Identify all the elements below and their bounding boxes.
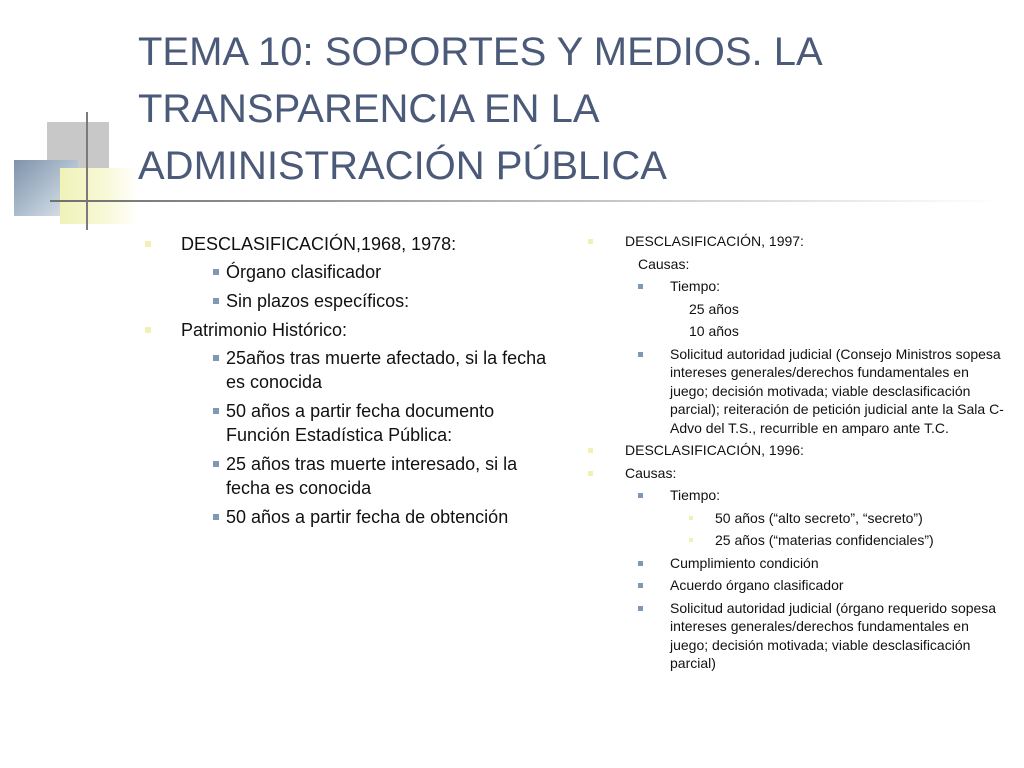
sub-list-item: Tiempo:	[585, 277, 1005, 296]
right-column	[585, 232, 1005, 677]
list-item	[140, 232, 560, 313]
title-line-3: ADMINISTRACIÓN PÚBLICA	[138, 144, 667, 188]
time-value: 25 años	[689, 300, 739, 317]
left-column	[140, 232, 560, 534]
slide-title	[138, 24, 998, 195]
sub-list-item: 50 años a partir fecha documento Función Estadística Pública:	[181, 399, 560, 447]
list-item: Causas:	[585, 464, 1005, 483]
title-line-2: TRANSPARENCIA EN LA	[138, 87, 600, 131]
list-item-label: Patrimonio Histórico:	[181, 320, 348, 340]
list-item: DESCLASIFICACIÓN, 1996:	[585, 441, 1005, 460]
title-underline	[50, 200, 1000, 202]
decorative-yellow-square	[60, 168, 138, 224]
sub-list-item: Cumplimiento condición	[585, 554, 1005, 573]
sub-list-item: Tiempo:	[585, 486, 1005, 505]
list-item	[140, 318, 560, 529]
decorative-vertical-line	[86, 112, 88, 230]
sub-list-item: Solicitud autoridad judicial (Consejo Ministros sopesa intereses generales/derechos fundamentales en juego; decisión motivada; viable desclasificación parcial); reiteración de petición judicial ante la Sala C-Advo del T.S., recurrible en amparo ante T.C.	[585, 345, 1005, 438]
time-value: 25 años (“materias confidenciales”)	[585, 531, 1005, 550]
sub-list-item: 25años tras muerte afectado, si la fecha es conocida	[181, 346, 560, 394]
sub-list-item: Órgano clasificador	[181, 260, 560, 284]
sub-list-item: Sin plazos específicos:	[181, 289, 560, 313]
sub-list-item: 50 años a partir fecha de obtención	[181, 505, 560, 529]
list-item: DESCLASIFICACIÓN, 1997:	[585, 232, 1005, 251]
sub-list-item: 25 años tras muerte interesado, si la fecha es conocida	[181, 452, 560, 500]
time-value: 50 años (“alto secreto”, “secreto”)	[585, 509, 1005, 528]
causas-label: Causas:	[638, 255, 690, 272]
title-line-1: TEMA 10: SOPORTES Y MEDIOS. LA	[138, 30, 823, 74]
sub-list-item: Solicitud autoridad judicial (órgano requerido sopesa intereses generales/derechos fundamentales en juego; decisión motivada; viable desclasificación parcial)	[585, 599, 1005, 673]
time-value: 10 años	[689, 323, 739, 339]
sub-list-item: Acuerdo órgano clasificador	[585, 576, 1005, 595]
list-item-label: DESCLASIFICACIÓN,1968, 1978:	[181, 234, 457, 254]
